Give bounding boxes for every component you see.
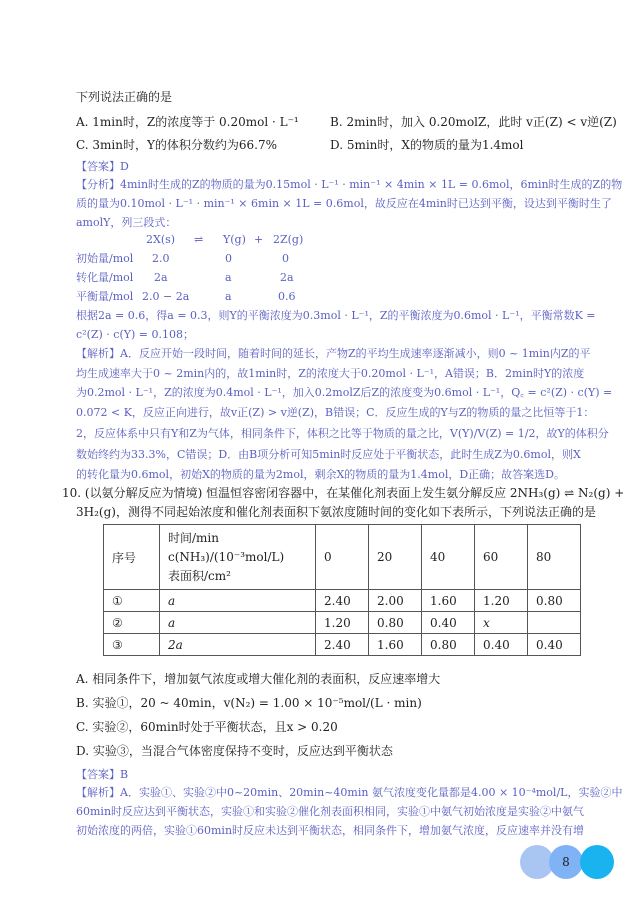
q9-prompt: 下列说法正确的是 (76, 90, 173, 104)
q9-answer: 【答案】D (76, 160, 129, 173)
table-cell: 1.60 (369, 634, 422, 656)
q10-explain-line: 60min时反应达到平衡状态，实验①和实验②催化剂表面积相同，实验①中氨气初始浓度是实验②中氨气 (76, 805, 585, 818)
q10-stem (62, 484, 632, 522)
ice-row-equilibrium (76, 287, 376, 306)
q9-ice-table (76, 230, 376, 306)
table-header-time: 0 (316, 525, 369, 590)
q10-stem-line: 10. (以氨分解反应为情境) 恒温恒容密闭容器中，在某催化剂表面上发生氨分解反应 2NH₃(g) ⇌ N₂(g) + (62, 486, 625, 500)
q10-option-d: D. 实验③，当混合气体密度保持不变时，反应达到平衡状态 (76, 744, 393, 758)
table-cell-area: 2a (160, 634, 316, 656)
table-cell: 2.40 (316, 590, 369, 612)
q10-explanation (76, 783, 636, 840)
q9-calc-line: c²(Z) · c(Y) = 0.108； (76, 328, 194, 341)
q9-explain-line: 为0.2mol · L⁻¹，Z的浓度为0.4mol · L⁻¹，加入0.2molZ后Z的浓度变为0.6mol · L⁻¹，Q꜀ = c²(Z) · c(Y) = (76, 386, 613, 399)
q10-option-b: B. 实验①，20 ~ 40min，v(N₂) = 1.00 × 10⁻⁵mol/(L · min) (76, 696, 422, 710)
q9-explain-line: 数始终约为33.3%，C错误；D．由B项分析可知5min时反应处于平衡状态，此时生成Z为0.6mol，则X (76, 448, 581, 461)
ice-z: 2a (280, 271, 294, 284)
table-cell: 0.40 (475, 634, 528, 656)
table-cell: 1.20 (316, 612, 369, 634)
q9-analysis-line: amolY，列三段式： (76, 216, 177, 229)
table-cell: 0.40 (528, 634, 581, 656)
ice-eq-arrow: ⇌ (194, 233, 204, 246)
table-row (104, 634, 581, 656)
q9-analysis (76, 175, 636, 232)
q9-analysis-line: 【分析】4min时生成的Z的物质的量为0.15mol · L⁻¹ · min⁻¹ × 4min × 1L = 0.6mol，6min时生成的Z的物 (76, 178, 623, 191)
page-number: 8 (562, 855, 570, 869)
table-header-time: 40 (422, 525, 475, 590)
ice-x: 2a (154, 271, 168, 284)
table-cell-area: a (160, 590, 316, 612)
q9-explain-line: 2，反应体系中只有Y和Z为气体，相同条件下，体积之比等于物质的量之比，V(Y)/V(Z) = 1/2，故Y的体积分 (76, 427, 609, 440)
header-area: 表面积/cm² (168, 568, 231, 583)
header-conc: c(NH₃)/(10⁻³mol/L) (168, 549, 285, 564)
table-cell: 1.20 (475, 590, 528, 612)
table-cell: 1.60 (422, 590, 475, 612)
q9-analysis-line: 质的量为0.10mol · L⁻¹ · min⁻¹ × 6min × 1L = 0.6mol，故反应在4min时已达到平衡，设达到平衡时生了 (76, 197, 612, 210)
q9-calc (76, 306, 636, 344)
ice-row-change (76, 268, 376, 287)
q9-option-a: A. 1min时，Z的浓度等于 0.20mol · L⁻¹ (76, 115, 299, 129)
ice-row-label: 转化量/mol (76, 271, 134, 284)
table-header-time: 60 (475, 525, 528, 590)
ice-z: 0.6 (278, 290, 296, 303)
q9-option-c: C. 3min时，Y的体积分数约为66.7% (76, 138, 278, 152)
table-header-time: 80 (528, 525, 581, 590)
table-header-no: 序号 (104, 525, 160, 590)
ice-equation (76, 230, 376, 249)
q10-stem-line: 3H₂(g)，测得不同起始浓度和催化剂表面积下氨浓度随时间的变化如下表所示，下列说法正确的是 (76, 505, 596, 519)
q10-explain-line: 初始浓度的两倍，实验①60min时反应未达到平衡状态，相同条件下，增加氨气浓度，反应速率并没有增 (76, 824, 585, 837)
q10-data-table (103, 524, 581, 656)
q9-explain-line: 均生成速率大于0 ~ 2min内的，故1min时，Z的浓度大于0.20mol · L⁻¹，A错误；B．2min时Y的浓度 (76, 366, 585, 380)
table-cell (528, 612, 581, 634)
ice-eq-z: 2Z(g) (273, 233, 304, 246)
ice-row-label: 平衡量/mol (76, 290, 134, 303)
ice-row-initial (76, 249, 376, 268)
ice-eq-plus: + (254, 233, 264, 246)
ice-y: a (225, 271, 232, 284)
table-cell-area: a (160, 612, 316, 634)
ice-y: 0 (225, 252, 232, 265)
q10-option-a: A. 相同条件下，增加氨气浓度或增大催化剂的表面积，反应速率增大 (76, 672, 441, 686)
ice-y: a (225, 290, 232, 303)
table-header-row (104, 525, 581, 590)
ice-eq-y: Y(g) (223, 233, 246, 246)
header-time: 时间/min (168, 530, 219, 545)
ice-x: 2.0 − 2a (142, 290, 190, 303)
ice-row-label: 初始量/mol (76, 252, 134, 265)
q10-explain-line: 【解析】A．实验①、实验②中0~20min、20min~40min 氨气浓度变化量都是4.00 × 10⁻⁴mol/L，实验②中 (76, 786, 623, 799)
table-cell: 2.40 (316, 634, 369, 656)
table-cell-no: ② (104, 612, 160, 634)
table-cell: 0.80 (528, 590, 581, 612)
q9-explain-line: 【解析】A．反应开始一段时间，随着时间的延长，产物Z的平均生成速率逐渐减小，则0 ~ 1min内Z的平 (76, 347, 591, 360)
table-cell: 0.80 (369, 612, 422, 634)
table-row (104, 590, 581, 612)
table-header-time: 20 (369, 525, 422, 590)
q9-option-b: B. 2min时，加入 0.20molZ，此时 v正(Z) < v逆(Z) (330, 115, 617, 129)
q9-calc-line: 根据2a = 0.6，得a = 0.3，则Y的平衡浓度为0.3mol · L⁻¹，Z的平衡浓度为0.6mol · L⁻¹，平衡常数K = (76, 309, 596, 322)
q9-option-d: D. 5min时，X的物质的量为1.4mol (330, 138, 524, 152)
ice-x: 2.0 (152, 252, 170, 265)
q10-option-c: C. 实验②，60min时处于平衡状态，且x > 0.20 (76, 720, 338, 734)
table-row (104, 612, 581, 634)
q10-answer: 【答案】B (76, 768, 129, 781)
table-cell: 2.00 (369, 590, 422, 612)
table-cell: x (475, 612, 528, 634)
table-cell: 0.80 (422, 634, 475, 656)
table-header-desc (160, 525, 316, 590)
ice-z: 0 (282, 252, 289, 265)
q9-explain-line: 0.072 < K，反应正向进行，故v正(Z) > v逆(Z)，B错误；C．反应生成的Y与Z的物质的量之比恒等于1： (76, 405, 595, 419)
table-cell-no: ① (104, 590, 160, 612)
ice-eq-x: 2X(s) (146, 233, 176, 246)
page-decor-circle-bright (580, 845, 614, 879)
q9-explanation (76, 344, 636, 484)
table-cell: 0.40 (422, 612, 475, 634)
q9-explain-line: 的转化量为0.6mol，初始X的物质的量为2mol，剩余X的物质的量为1.4mol，D正确；故答案选D。 (76, 467, 565, 481)
table-cell-no: ③ (104, 634, 160, 656)
